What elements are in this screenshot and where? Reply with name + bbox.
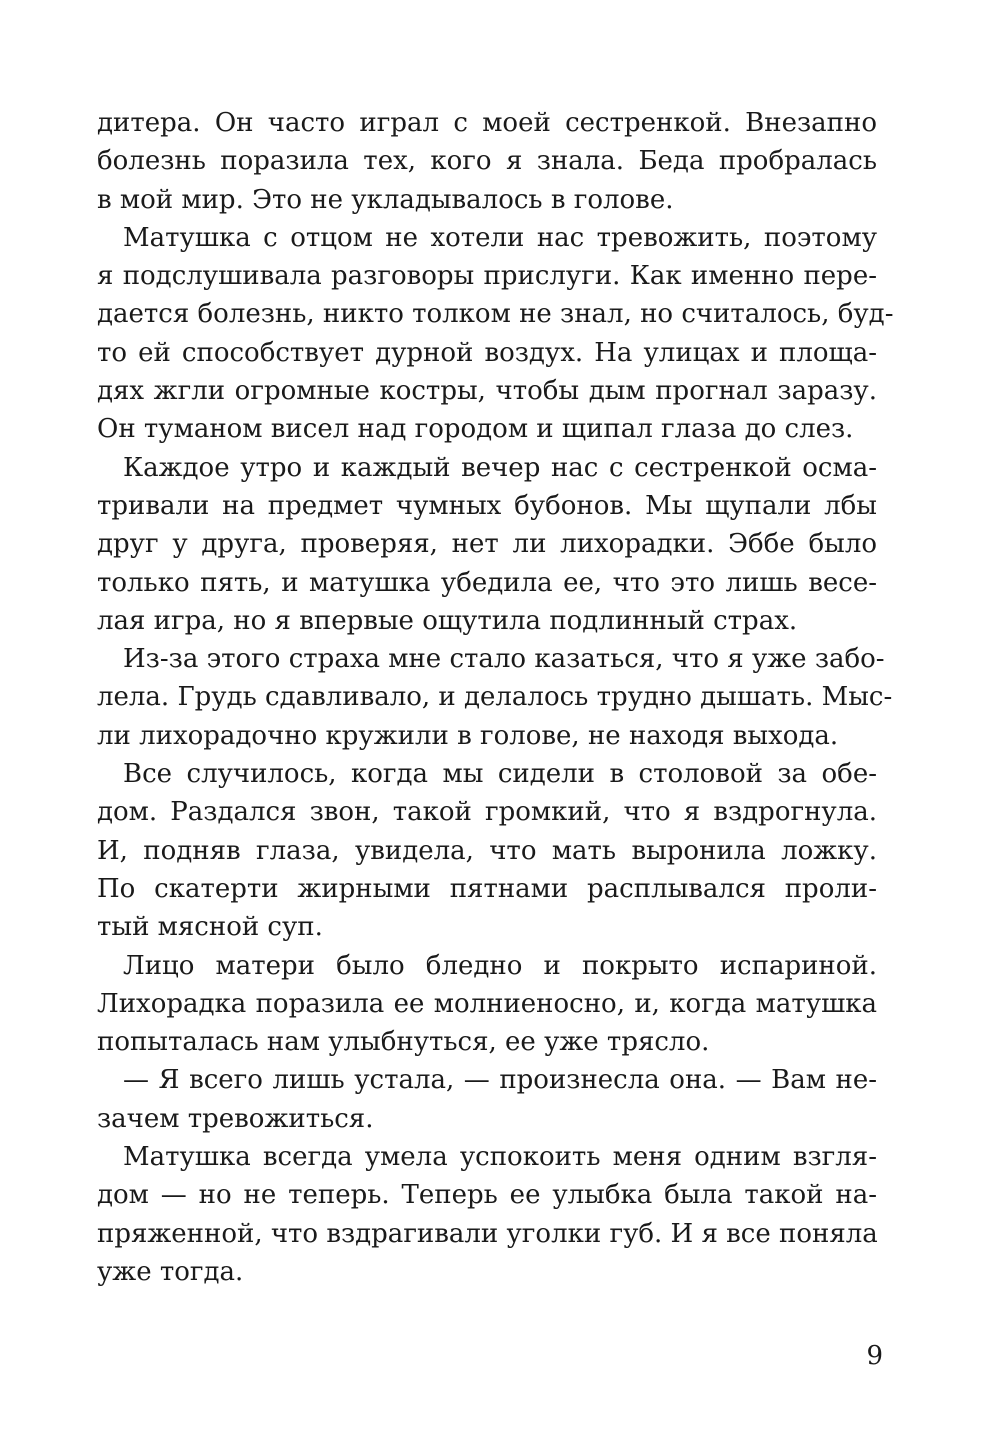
paragraph	[97, 755, 877, 946]
text-line: Из-за этого страха мне стало казаться, что я уже забо-	[123, 644, 885, 675]
text-line: то ей способствует дурной воздух. На улицах и площа-	[97, 337, 877, 368]
text-line: Каждое утро и каждый вечер нас с сестренкой осма-	[123, 452, 877, 483]
text-line: ли лихорадочно кружили в голове, не находя выхода.	[97, 720, 839, 751]
text-line: дается болезнь, никто толком не знал, но считалось, буд-	[97, 299, 894, 330]
text-line: лая игра, но я впервые ощутила подлинный страх.	[97, 605, 798, 636]
text-line: дитера. Он часто играл с моей сестренкой. Внезапно	[97, 108, 877, 138]
body-text	[97, 104, 894, 1291]
page-number: 9	[866, 1341, 883, 1371]
text-line: — Я всего лишь устала, — произнесла она. — Вам не-	[123, 1065, 877, 1096]
paragraph	[97, 1061, 877, 1138]
paragraph	[97, 449, 877, 640]
text-line: Матушка с отцом не хотели нас тревожить, поэтому	[123, 222, 877, 253]
text-line: Он туманом висел над городом и щипал глаза до слез.	[97, 414, 854, 445]
text-line: уже тогда.	[97, 1256, 244, 1287]
text-line: дом. Раздался звон, такой громкий, что я вздрогнула.	[97, 797, 877, 828]
paragraph	[97, 947, 877, 1062]
text-line: Лихорадка поразила ее молниеносно, и, когда матушка	[97, 988, 877, 1019]
text-line: в мой мир. Это не укладывалось в голове.	[97, 184, 674, 215]
text-line: друг у друга, проверяя, нет ли лихорадки. Эббе было	[97, 529, 877, 560]
paragraph	[97, 1138, 877, 1291]
text-line: И, подняв глаза, увидела, что мать выронила ложку.	[97, 835, 877, 866]
text-line: дях жгли огромные костры, чтобы дым прогнал заразу.	[97, 376, 877, 407]
text-line: тый мясной суп.	[97, 912, 323, 943]
paragraph	[97, 219, 894, 449]
text-line: Лицо матери было бледно и покрыто испариной.	[123, 950, 877, 981]
text-line: только пять, и матушка убедила ее, что это лишь весе-	[97, 567, 877, 598]
text-line: По скатерти жирными пятнами расплывался проли-	[97, 873, 877, 904]
text-line: пряженной, что вздрагивали уголки губ. И я все поняла	[97, 1218, 878, 1249]
text-line: Матушка всегда умела успокоить меня одним взгля-	[123, 1142, 877, 1173]
paragraph	[97, 640, 893, 755]
text-line: дом — но не теперь. Теперь ее улыбка была такой на-	[97, 1180, 877, 1211]
text-line: зачем тревожиться.	[97, 1103, 374, 1134]
text-line: болезнь поразила тех, кого я знала. Беда пробралась	[97, 146, 877, 177]
text-line: попыталась нам улыбнуться, ее уже трясло.	[97, 1027, 710, 1058]
text-line: лела. Грудь сдавливало, и делалось трудно дышать. Мыс-	[97, 682, 893, 713]
text-line: тривали на предмет чумных бубонов. Мы щупали лбы	[97, 490, 877, 521]
paragraph	[97, 104, 877, 219]
text-line: Все случилось, когда мы сидели в столовой за обе-	[123, 759, 877, 790]
text-line: я подслушивала разговоры прислуги. Как именно пере-	[97, 261, 877, 292]
